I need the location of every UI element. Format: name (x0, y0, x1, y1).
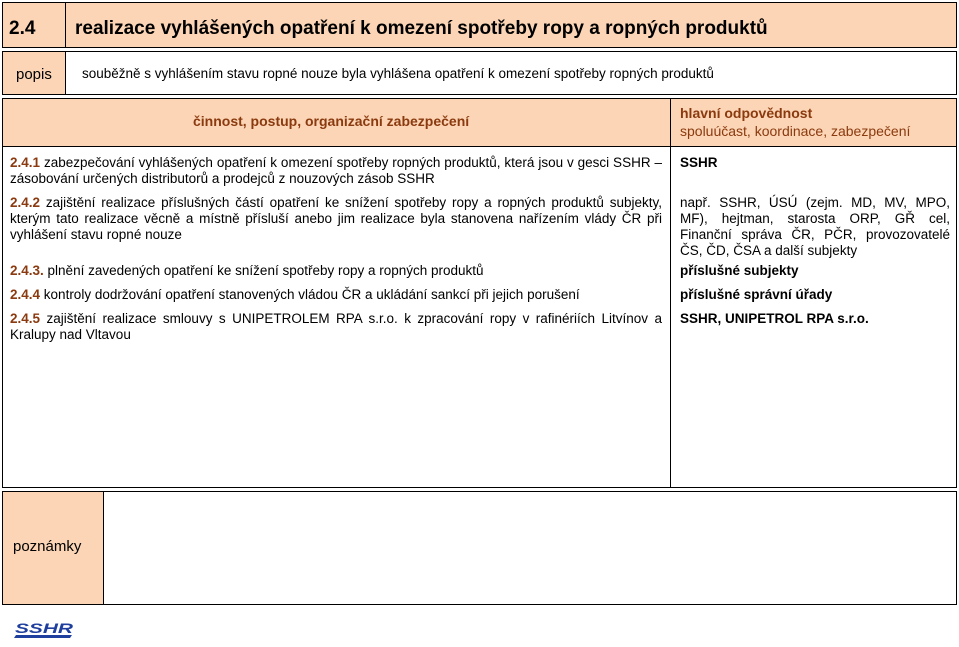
responsible-2-4-1: SSHR (680, 155, 718, 170)
column-header-responsibility-line2: spoluúčast, koordinace, zabezpečení (680, 123, 911, 139)
column-header-responsibility (670, 98, 957, 147)
activity-column (2, 146, 671, 488)
notes-label: poznámky (13, 538, 82, 555)
item-2-4-2 (10, 195, 662, 243)
item-number: 2.4.5 (10, 311, 41, 326)
sshr-logo (12, 618, 78, 642)
item-text: zajištění realizace příslušných částí opatření ke snížení spotřeby ropy a ropných produktů subjekty, kterým tato realizace věcně a místně přísluší anebo jim realizace byla stanovena nařízením vlády ČR při vyhlášení stavu ropné nouze (10, 195, 662, 242)
column-header-activity-label: činnost, postup, organizační zabezpečení (193, 113, 470, 129)
notes-label-cell (2, 491, 104, 605)
section-title-cell (65, 2, 957, 48)
responsibility-column (670, 146, 957, 488)
section-number-cell (2, 2, 66, 48)
column-header-responsibility-line1: hlavní odpovědnost (680, 105, 813, 121)
responsible-2-4-5: SSHR, UNIPETROL RPA s.r.o. (680, 311, 869, 326)
section-title: realizace vyhlášených opatření k omezení spotřeby ropy a ropných produktů (75, 18, 768, 39)
item-2-4-1 (10, 155, 662, 187)
logo-text: SSHR (15, 620, 75, 636)
item-number: 2.4.2 (10, 195, 41, 210)
responsible-2-4-3: příslušné subjekty (680, 263, 799, 278)
item-2-4-5 (10, 311, 662, 343)
item-text: zabezpečování vyhlášených opatření k omezení spotřeby ropných produktů, která jsou v gesci SSHR – zásobování určených distributorů a prodejců z nouzových zásob SSHR (10, 155, 662, 186)
item-2-4-4 (10, 287, 662, 303)
item-text: zajištění realizace smlouvy s UNIPETROLEM RPA s.r.o. k zpracování ropy v rafinériích Litvínov a Kralupy nad Vltavou (10, 311, 662, 342)
item-number: 2.4.3. (10, 263, 44, 278)
popis-label: popis (16, 66, 52, 83)
item-text: plnění zavedených opatření ke snížení spotřeby ropy a ropných produktů (47, 263, 484, 278)
popis-text-cell (65, 51, 957, 95)
responsible-2-4-2: např. SSHR, ÚSÚ (zejm. MD, MV, MPO, MF), hejtman, starosta ORP, GŘ cel, Finanční správa ČR, PČR, provozovatelé ČS, ČD, ČSA a další subjekty (680, 195, 950, 258)
column-header-activity (2, 98, 671, 147)
section-number: 2.4 (9, 18, 36, 39)
popis-label-cell (2, 51, 66, 95)
notes-body (103, 491, 957, 605)
item-text: kontroly dodržování opatření stanovených vládou ČR a ukládání sankcí při jejich porušení (43, 287, 580, 302)
item-number: 2.4.1 (10, 155, 41, 170)
responsible-2-4-4: příslušné správní úřady (680, 287, 833, 302)
item-number: 2.4.4 (10, 287, 41, 302)
popis-text: souběžně s vyhlášením stavu ropné nouze byla vyhlášena opatření k omezení spotřeby ropných produktů (82, 66, 714, 81)
item-2-4-3 (10, 263, 662, 279)
